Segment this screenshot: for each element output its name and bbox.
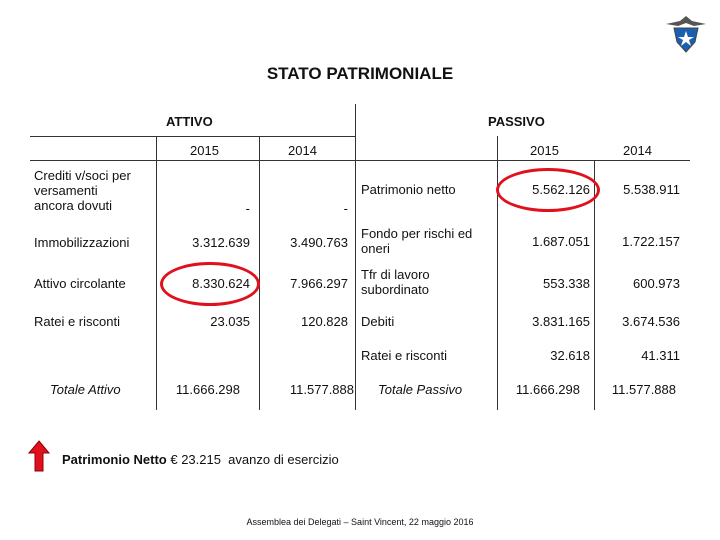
totale-attivo-label: Totale Attivo <box>50 382 121 397</box>
passivo-row-label: Debiti <box>361 314 395 329</box>
red-up-arrow-icon <box>28 440 50 472</box>
attivo-row-value-2015: 3.312.639 <box>192 235 250 250</box>
passivo-row-value-2014: 3.674.536 <box>622 314 680 329</box>
highlight-circle-circolante <box>160 262 260 306</box>
highlight-circle-pn <box>496 168 600 212</box>
attivo-row-label: Crediti v/soci per versamenti ancora dovuti <box>34 168 131 213</box>
passivo-row-value-2014: 5.538.911 <box>623 182 680 197</box>
totale-passivo-2014: 11.577.888 <box>611 382 676 397</box>
cai-logo <box>664 12 708 56</box>
passivo-row-value-2014: 41.311 <box>641 348 680 363</box>
attivo-row-value-2015: 8.330.624 <box>192 276 250 291</box>
passivo-row-value-2015: 5.562.126 <box>532 182 590 197</box>
attivo-row-label: Attivo circolante <box>34 276 126 291</box>
attivo-row-value-2015: - <box>245 201 250 216</box>
attivo-header: ATTIVO <box>166 114 213 129</box>
totale-passivo-2015: 11.666.298 <box>515 382 580 397</box>
divider-attivo-2015 <box>259 136 260 410</box>
passivo-row-label: Ratei e risconti <box>361 348 447 363</box>
columns-rule <box>30 160 690 161</box>
passivo-row-label: Patrimonio netto <box>361 182 456 197</box>
attivo-row-label: Immobilizzazioni <box>34 235 130 250</box>
header-rule <box>30 136 355 137</box>
passivo-row-value-2014: 1.722.157 <box>622 234 680 249</box>
passivo-col-2014: 2014 <box>623 143 652 158</box>
passivo-row-value-2015: 1.687.051 <box>532 234 590 249</box>
attivo-row-value-2015: 23.035 <box>210 314 250 329</box>
passivo-row-label: Fondo per rischi ed oneri <box>361 226 473 256</box>
passivo-row-value-2015: 3.831.165 <box>532 314 590 329</box>
patrimonio-netto-note <box>62 452 339 467</box>
attivo-row-value-2014: - <box>343 201 348 216</box>
attivo-row-value-2014: 120.828 <box>301 314 348 329</box>
totale-attivo-2015: 11.666.298 <box>175 382 240 397</box>
passivo-row-value-2015: 32.618 <box>550 348 590 363</box>
note-bold: Patrimonio Netto <box>62 452 167 467</box>
attivo-col-2014: 2014 <box>288 143 317 158</box>
note-rest: € 23.215 avanzo di esercizio <box>166 452 339 467</box>
divider-attivo-passivo <box>355 104 356 410</box>
passivo-row-value-2015: 553.338 <box>543 276 590 291</box>
page-title: STATO PATRIMONIALE <box>266 64 454 83</box>
footer-caption: Assemblea dei Delegati – Saint Vincent, 22 maggio 2016 <box>246 517 474 527</box>
passivo-row-label: Tfr di lavoro subordinato <box>361 267 430 297</box>
passivo-row-value-2014: 600.973 <box>633 276 680 291</box>
eagle-icon <box>664 12 708 56</box>
totale-attivo-2014: 11.577.888 <box>289 382 354 397</box>
divider-passivo-label <box>497 136 498 410</box>
attivo-row-value-2014: 7.966.297 <box>290 276 348 291</box>
divider-attivo-label <box>156 136 157 410</box>
attivo-row-label: Ratei e risconti <box>34 314 120 329</box>
totale-passivo-label: Totale Passivo <box>378 382 463 397</box>
passivo-header: PASSIVO <box>488 114 545 129</box>
attivo-row-value-2014: 3.490.763 <box>290 235 348 250</box>
passivo-col-2015: 2015 <box>530 143 559 158</box>
attivo-col-2015: 2015 <box>190 143 219 158</box>
